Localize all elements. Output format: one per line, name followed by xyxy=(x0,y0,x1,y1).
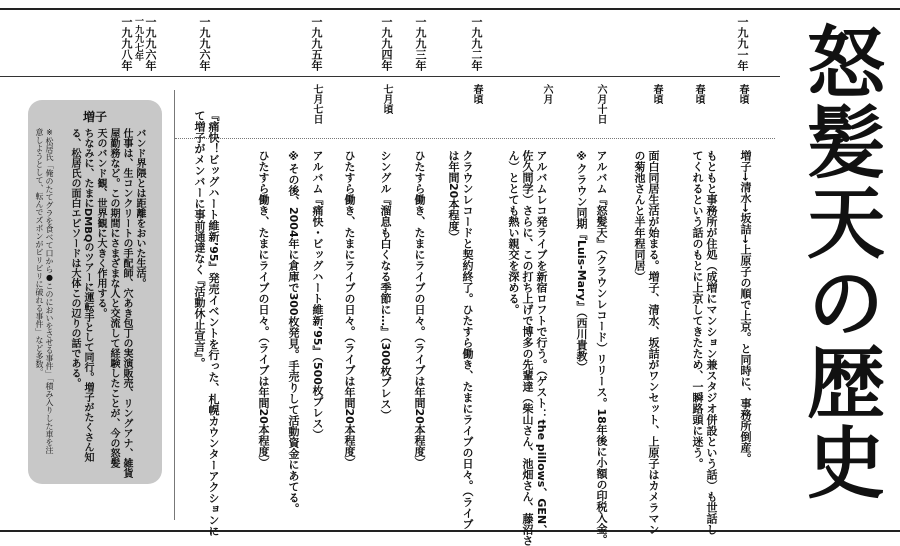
date-label: 七月頃 xyxy=(381,84,392,114)
header-rule xyxy=(0,76,780,77)
date-label: 六月 xyxy=(541,84,552,104)
sidebar-body: バンド界隈とは距離をおいた生活。 仕事は、生コンクリートの手配師、穴あき包丁の実演販売、リングアナ、雑貨 屋勤務など。この期間にさまざまな人と交流して経験したことが、今の怒髪 天のバンド観、世界観に大きく作用する。 ちなみに、たまにDMBQのツアーに運転手として同行。増子がたくさん知 る、松居氏の面白エピソードは大体この辺りの話である。 xyxy=(69,128,145,478)
year-label: 一九九五年 xyxy=(310,16,323,71)
divider xyxy=(174,90,175,520)
sidebar-note: ※松居氏「俺のたてグラを食べて口から●このにおいをさせる事件」「積み入りした車を注 意しようとして、転んでズボンがビリビリに破れる事件」など多数。 xyxy=(35,128,54,454)
date-label: 七月七日 xyxy=(311,84,322,124)
year-label: 一九九七年 xyxy=(133,16,143,61)
bottom-rule xyxy=(0,530,900,532)
timeline-entry: アルバム『痛快・ビッグハート維新’95』（500枚プレス） xyxy=(311,150,324,440)
timeline-entry: もともと事務所が住処（成増にマンション兼スタジオ併設という話）も世話し てくれるという話のもとに上京してきたため、一瞬路頭に迷う。 xyxy=(691,150,718,535)
date-label: 春頃 xyxy=(471,84,482,104)
timeline-entry: アルバム『怒髪天』（クラウンレコード）リリース。18年後に小額の印税入金。 xyxy=(595,150,608,545)
date-label: 春頃 xyxy=(651,84,662,104)
timeline-entry: ※クラウン同期『Luis-Mary』（西川貴教） xyxy=(575,150,588,373)
timeline-entry: ひたすら働き、たまにライブの日々。（ライブは年間20本程度） xyxy=(343,150,356,468)
year-label: 一九九二年 xyxy=(470,16,483,71)
date-label: 春頃 xyxy=(693,84,704,104)
timeline-entry: ひたすら働き、たまにライブの日々。（ライブは年間20本程度） xyxy=(413,150,426,468)
year-label: 一九九三年 xyxy=(414,16,427,71)
year-label: 一九九六年 xyxy=(198,16,211,71)
timeline-entry: クラウンレコードと契約終了。ひたすら働き、たまにライブの日々。（ライブ は年間20本程度） xyxy=(447,150,474,530)
timeline-entry: アルバムレコ発ライブを新宿ロフトで行う。（ゲスト：the pillows、GEN、 佐久間学）さらに、この打ち上げで博多の先輩達（柴山さん、池畑さん、藤沼さ ん）ととても熱い親交を深める。 xyxy=(507,150,548,546)
top-rule xyxy=(0,8,900,10)
timeline-entry: 面白同居生活が始まる。増子、清水、坂詰がワンセット、上原子はカメラマン の菊池さんと半年程同居） xyxy=(633,150,660,535)
sidebar-box xyxy=(28,100,162,484)
timeline-entry: 『痛快！ビッグハート維新’95』発売イベントを行った、札幌カウンターアクションに て増子がメンバーに事前通達なく『活動休止宣言』。 xyxy=(193,110,220,537)
timeline-entry: 増子→清水→坂詰→上原子の順で上京。と同時に、事務所倒産。 xyxy=(739,150,752,464)
year-label: 一九九六年 xyxy=(144,16,157,71)
timeline-entry: シングル『溜息も白くなる季節に…』（300枚プレス） xyxy=(379,150,392,421)
year-label: 一九九八年 xyxy=(120,16,133,71)
date-label: 六月十日 xyxy=(595,84,606,124)
sidebar-heading: 増子 xyxy=(82,110,107,124)
timeline-entry: ※その後、2004年に倉庫で300枚発見。手売りして活動資金にあてる。 xyxy=(287,150,300,514)
dotted-rule xyxy=(175,138,775,139)
year-label: 一九九一年 xyxy=(736,16,749,71)
timeline-entry: ひたすら働き、たまにライブの日々。（ライブは年間20本程度） xyxy=(257,150,270,468)
page-title: 怒髪天の歴史 xyxy=(794,22,885,502)
date-label: 春頃 xyxy=(737,84,748,104)
year-label: 一九九四年 xyxy=(380,16,393,71)
